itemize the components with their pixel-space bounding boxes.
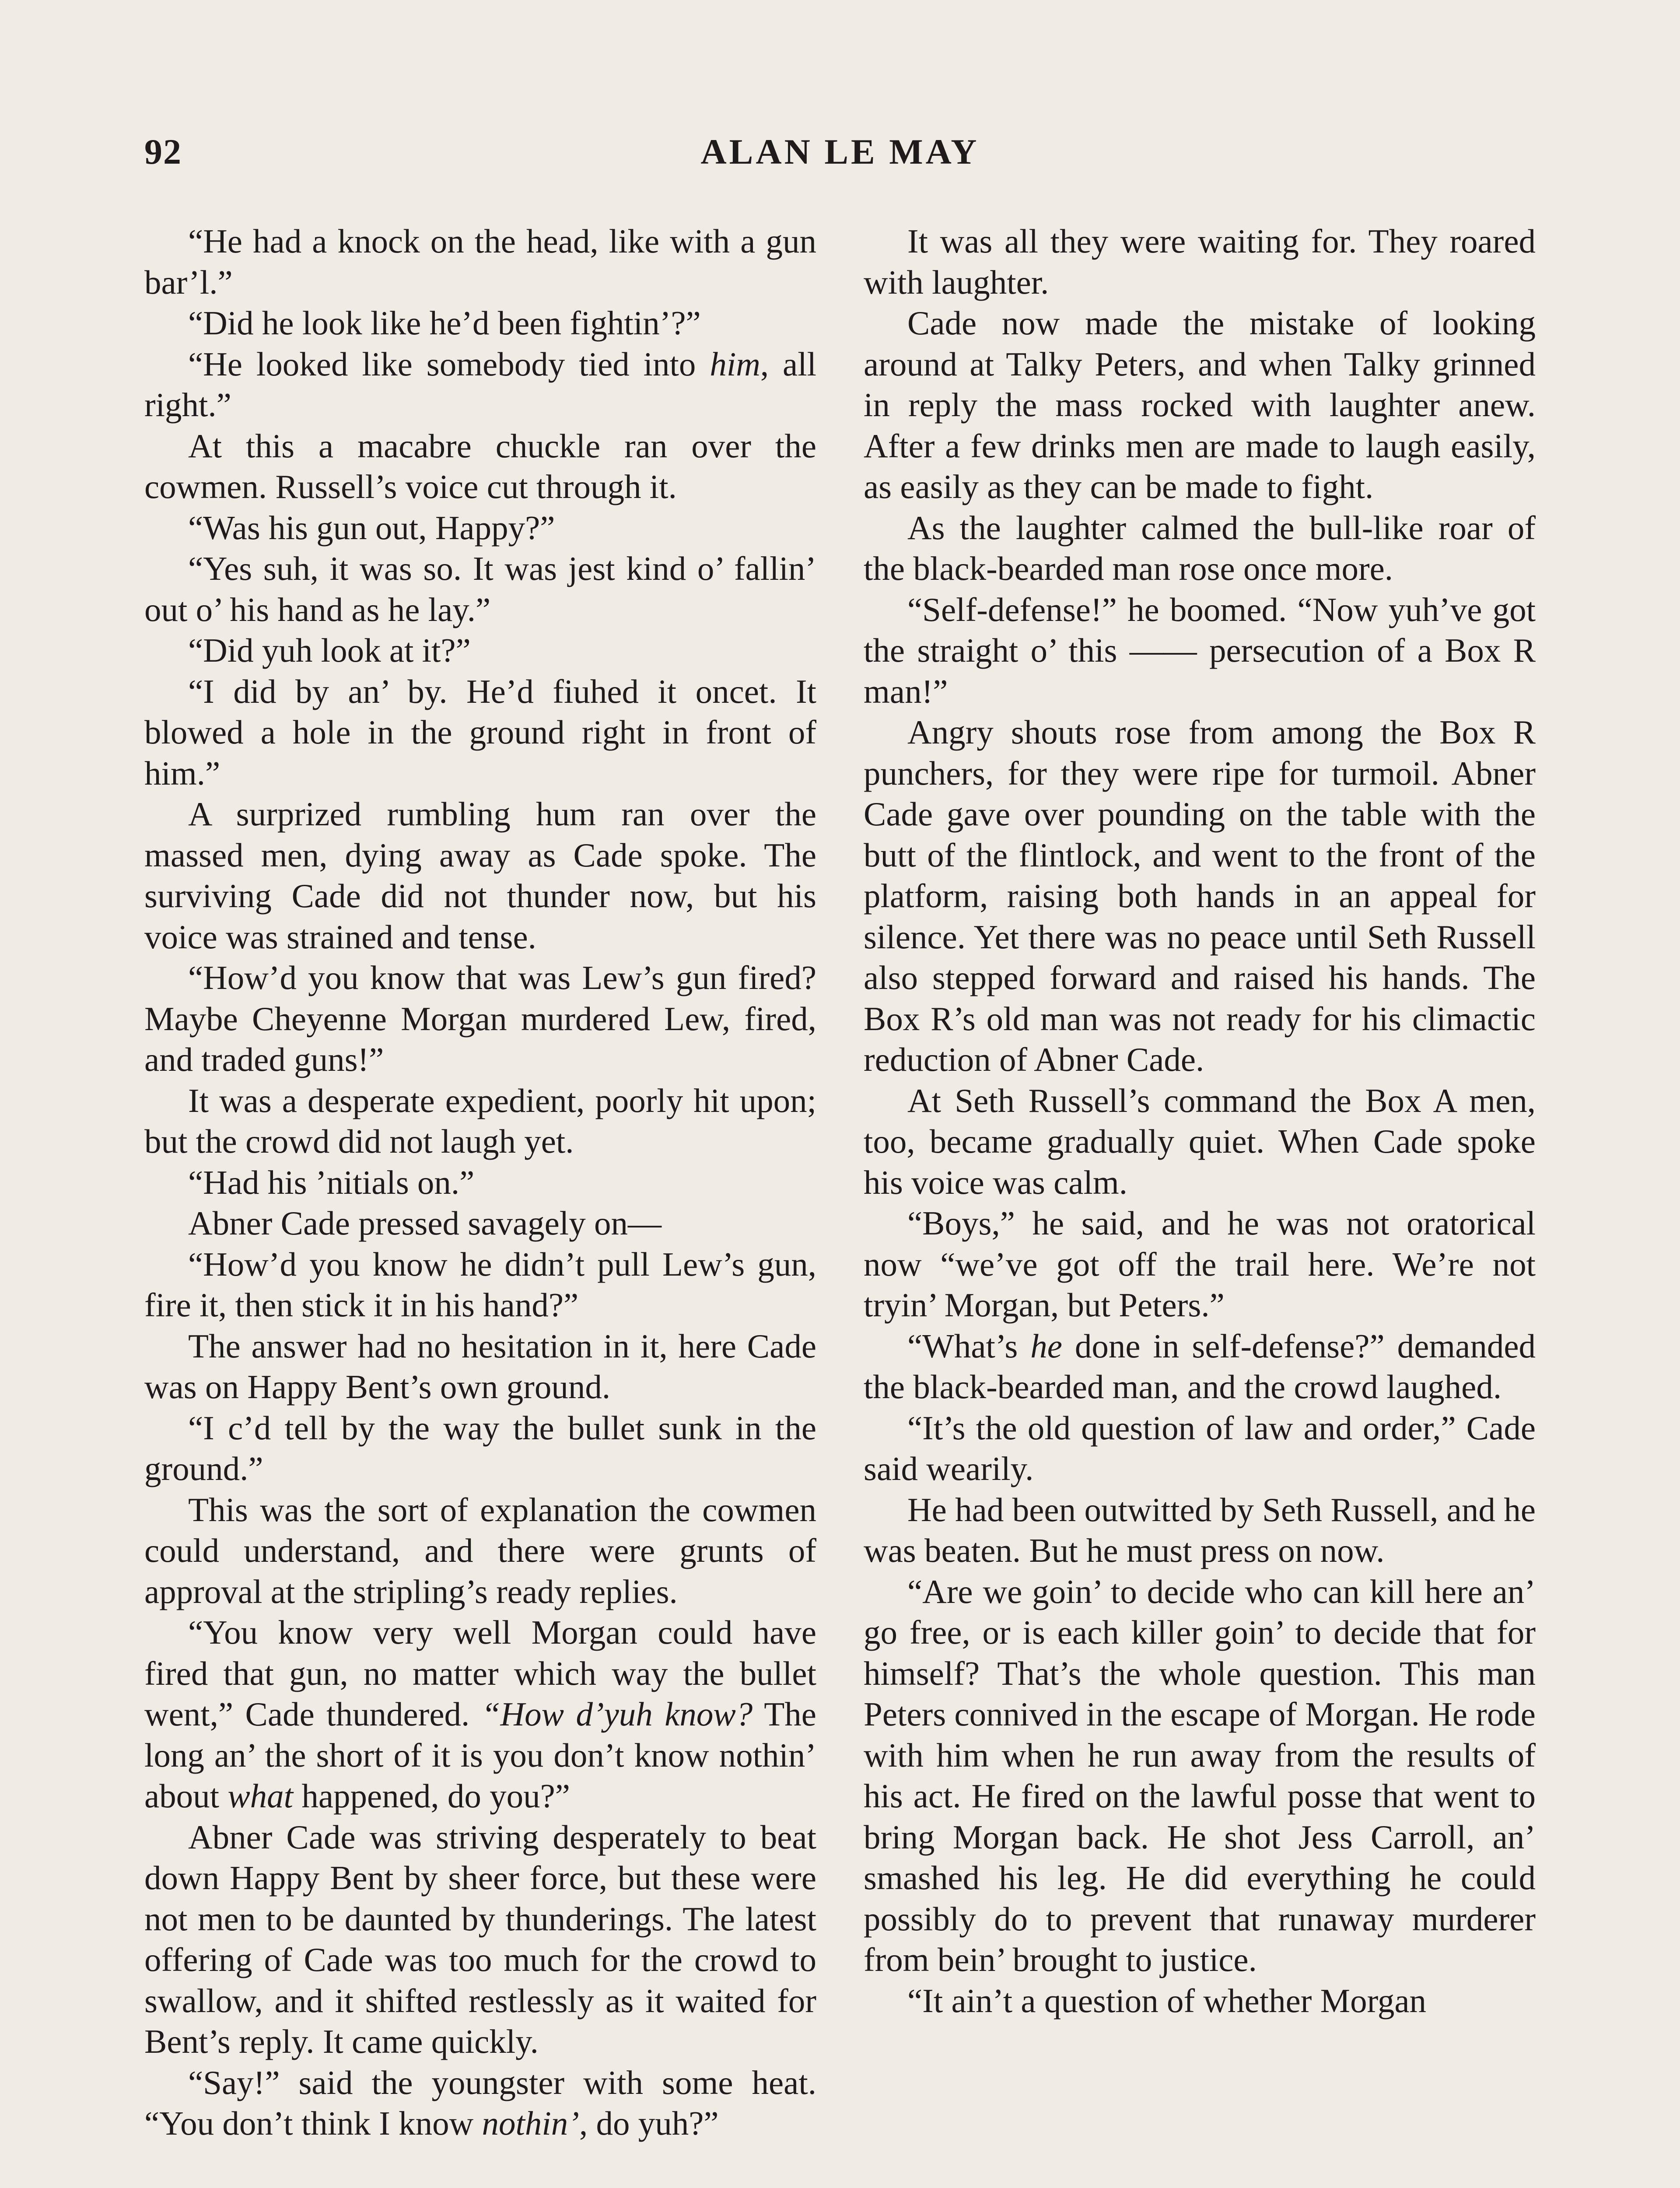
paragraph: “Was his gun out, Happy?” [188,508,555,547]
text-run: The long an’ the short of it is you don’t know nothin’ about [144,1695,816,1815]
paragraph: “It ain’t a question of whether Morgan [907,1981,1427,2020]
paragraph: “How’d you know he didn’t pull Lew’s gun, fire it, then stick it in his hand?” [144,1245,816,1324]
text-run: “What’s [907,1327,1031,1365]
paragraph: It was a desperate expedient, poorly hit upon; but the crowd did not laugh yet. [144,1081,816,1160]
paragraph: “Yes suh, it was so. It was jest kind o’ fallin’ out o’ his hand as he lay.” [144,550,816,628]
paragraph: “I c’d tell by the way the bullet sunk in the ground.” [144,1409,816,1487]
text-run: “He looked like somebody tied into [188,345,710,383]
text-run: “Say!” said the youngster with some heat. “You don’t think I know [144,2063,816,2142]
paragraph: This was the sort of explanation the cowmen could understand, and there were grunts of approval at the stripling’s ready replies. [144,1490,816,1610]
paragraph: “Boys,” he said, and he was not oratorical now “we’ve got off the trail here. We’re not tryin’ Morgan, but Peters.” [864,1204,1536,1324]
italic-text: he [1030,1327,1062,1365]
page-number: 92 [144,132,182,172]
paragraph: “Self-defense!” he boomed. “Now yuh’ve got the straight o’ this —— persecution of a Box R man!” [864,590,1536,710]
right-column [864,221,1536,2188]
paragraph: Abner Cade pressed savagely on— [188,1204,662,1242]
paragraph: He had been outwitted by Seth Russell, and he was beaten. But he must press on now. [864,1490,1536,1569]
paragraph [144,1612,816,1817]
paragraph: At this a macabre chuckle ran over the cowmen. Russell’s voice cut through it. [144,427,816,505]
paragraph: “How’d you know that was Lew’s gun fired? Maybe Cheyenne Morgan murdered Lew, fired, and traded guns!” [144,959,816,1078]
paragraph: “I did by an’ by. He’d fiuhed it oncet. It blowed a hole in the ground right in front of him.” [144,672,816,792]
paragraph: “Are we goin’ to decide who can kill here an’ go free, or is each killer goin’ to decide that for himself? That’s the whole question. This man Peters connived in the escape of Morgan. He rode with him when he run away from the results of his act. He fired on the lawful posse that went to bring Morgan back. He shot Jess Carroll, an’ smashed his leg. He did everything he could possibly do to prevent that runaway murderer from bein’ brought to justice. [864,1572,1536,1978]
text-run: “You know very well Morgan could have fired that gun, no matter which way the bullet went,” Cade thundered. [144,1613,816,1733]
paragraph [144,2062,816,2144]
paragraph: As the laughter calmed the bull-like roar of the black-bearded man rose once more. [864,508,1536,587]
paragraph: The answer had no hesitation in it, here Cade was on Happy Bent’s own ground. [144,1327,816,1406]
paragraph: “It’s the old question of law and order,” Cade said wearily. [864,1409,1536,1487]
paragraph: Cade now made the mistake of looking around at Talky Peters, and when Talky grinned in reply the mass rocked with laughter anew. After a few drinks men are made to laugh easily, as easily as they can be made to fight. [864,304,1536,505]
paragraph: “Did yuh look at it?” [188,631,471,669]
paragraph: “Had his ’nitials on.” [188,1163,475,1201]
text-run: happened, do you?” [293,1777,570,1815]
left-column [144,221,816,2188]
running-head: ALAN LE MAY [700,132,980,172]
paragraph: Angry shouts rose from among the Box R punchers, for they were ripe for turmoil. Abner Cade gave over pounding on the table with the butt of the flintlock, and went to the front of the platform, raising both hands in an appeal for silence. Yet there was no peace until Seth Russell also stepped forward and raised his hands. The Box R’s old man was not ready for his climactic reduction of Abner Cade. [864,713,1536,1078]
italic-text: “How d’yuh know? [481,1695,753,1733]
paragraph: At Seth Russell’s command the Box A men, too, became gradually quiet. When Cade spoke his voice was calm. [864,1081,1536,1201]
italic-text: him [710,345,760,383]
paragraph: It was all they were waiting for. They roared with laughter. [864,222,1536,301]
text-run: , all right.” [144,345,817,424]
paragraph: “Did he look like he’d been fightin’?” [188,304,701,342]
italic-text: what [228,1777,294,1815]
paragraph: A surprized rumbling hum ran over the massed men, dying away as Cade spoke. The surviving Cade did not thunder now, but his voice was strained and tense. [144,795,816,956]
italic-text: nothin’ [482,2104,579,2142]
paragraph: “He had a knock on the head, like with a gun bar’l.” [144,222,816,301]
paragraph [864,1326,1536,1408]
paragraph: Abner Cade was striving desperately to beat down Happy Bent by sheer force, but these were not men to be daunted by thunderings. The latest offering of Cade was too much for the crowd to swallow, and it shifted restlessly as it waited for Bent’s reply. It came quickly. [144,1818,816,2060]
text-run: done in self-defense?” demanded the black-bearded man, and the crowd laughed. [864,1327,1536,1406]
text-run: , do yuh?” [579,2104,719,2142]
paragraph [144,344,816,426]
text-columns [144,221,1536,2188]
